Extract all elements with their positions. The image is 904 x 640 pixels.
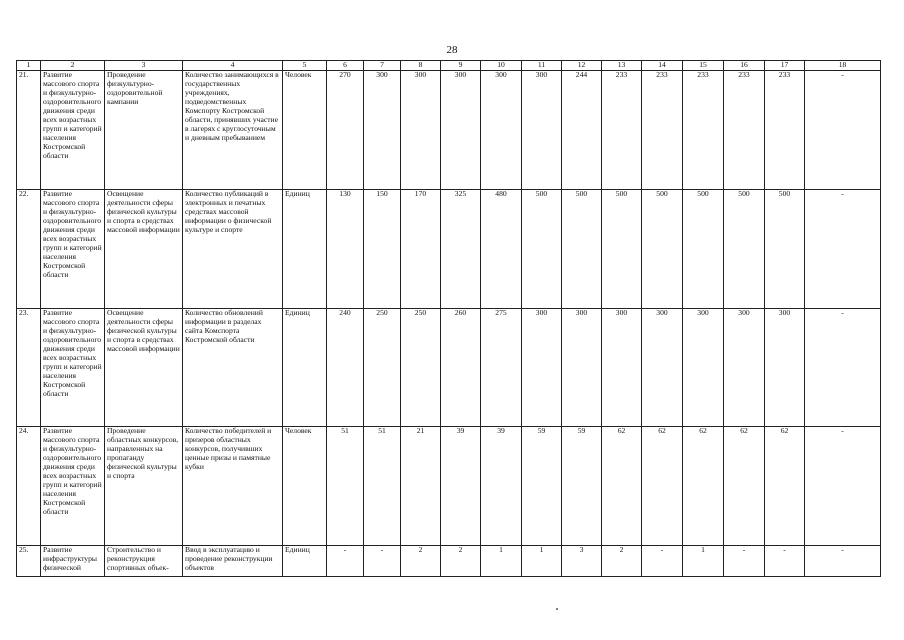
value-cell: - — [805, 426, 881, 545]
column-number-row — [17, 61, 881, 71]
indicator-cell: Количество победителей и призеров областных конкурсов, получивших ценные призы и памятные кубки — [183, 426, 283, 545]
value-cell: 300 — [522, 308, 562, 426]
value-cell: 2 — [441, 545, 481, 576]
value-cell: 2 — [401, 545, 441, 576]
value-cell: 500 — [683, 189, 724, 308]
value-cell: 500 — [642, 189, 683, 308]
value-cell: 2 — [602, 545, 642, 576]
value-cell: 240 — [327, 308, 364, 426]
column-header: 11 — [522, 61, 562, 71]
value-cell: 270 — [327, 70, 364, 189]
value-cell: - — [805, 545, 881, 576]
indicator-cell: Количество публикаций в электронных и печатных средствах массовой информации о физической культуре и спорте — [183, 189, 283, 308]
value-cell: 233 — [642, 70, 683, 189]
value-cell: 500 — [765, 189, 805, 308]
unit-cell: Единиц — [283, 189, 327, 308]
value-cell: 300 — [724, 308, 765, 426]
column-header: 12 — [562, 61, 602, 71]
value-cell: 300 — [765, 308, 805, 426]
table-row — [17, 545, 881, 576]
column-header: 10 — [481, 61, 522, 71]
column-header: 13 — [602, 61, 642, 71]
column-header: 15 — [683, 61, 724, 71]
value-cell: 500 — [522, 189, 562, 308]
column-header: 18 — [805, 61, 881, 71]
area-cell: Развитие массового спорта и физкультурно-оздоровительного движения среди всех возрастных групп и категорий населения Костромской области — [41, 426, 105, 545]
row-number: 22. — [17, 189, 41, 308]
value-cell: - — [327, 545, 364, 576]
value-cell: 233 — [724, 70, 765, 189]
value-cell: 170 — [401, 189, 441, 308]
table-row — [17, 426, 881, 545]
area-cell: Развитие массового спорта и физкультурно-оздоровительного движения среди всех возрастных групп и категорий населения Костромской области — [41, 189, 105, 308]
column-header: 6 — [327, 61, 364, 71]
column-header: 8 — [401, 61, 441, 71]
value-cell: 500 — [724, 189, 765, 308]
table-row — [17, 70, 881, 189]
value-cell: 62 — [602, 426, 642, 545]
value-cell: 300 — [522, 70, 562, 189]
value-cell: 300 — [481, 70, 522, 189]
value-cell: 59 — [562, 426, 602, 545]
value-cell: - — [805, 70, 881, 189]
value-cell: 275 — [481, 308, 522, 426]
value-cell: 1 — [481, 545, 522, 576]
value-cell: 51 — [327, 426, 364, 545]
value-cell: 260 — [441, 308, 481, 426]
unit-cell: Человек — [283, 426, 327, 545]
indicator-cell: Ввод в эксплуатацию и проведение реконструкции объектов — [183, 545, 283, 576]
value-cell: 1 — [683, 545, 724, 576]
value-cell: 300 — [441, 70, 481, 189]
value-cell: 300 — [562, 308, 602, 426]
value-cell: 1 — [522, 545, 562, 576]
value-cell: - — [724, 545, 765, 576]
column-header: 5 — [283, 61, 327, 71]
value-cell: 250 — [364, 308, 401, 426]
page-number: 28 — [446, 44, 458, 56]
column-header: 17 — [765, 61, 805, 71]
value-cell: 59 — [522, 426, 562, 545]
value-cell: 51 — [364, 426, 401, 545]
area-cell: Развитие массового спорта и физкультурно-оздоровительного движения среди всех возрастных групп и категорий населения Костромской области — [41, 70, 105, 189]
area-cell: Развитие массового спорта и физкультурно-оздоровительного движения среди всех возрастных групп и категорий населения Костромской области — [41, 308, 105, 426]
indicator-cell: Количество занимающихся в государственных учреждениях, подведомственных Комспорту Костромской области, принявших участие в лагерях с круглосуточным и дневным пребыванием — [183, 70, 283, 189]
value-cell: 3 — [562, 545, 602, 576]
value-cell: 62 — [724, 426, 765, 545]
value-cell: 150 — [364, 189, 401, 308]
table-row — [17, 189, 881, 308]
value-cell: - — [642, 545, 683, 576]
column-header: 3 — [105, 61, 183, 71]
value-cell: - — [765, 545, 805, 576]
unit-cell: Единиц — [283, 308, 327, 426]
column-header: 9 — [441, 61, 481, 71]
column-header: 14 — [642, 61, 683, 71]
value-cell: 300 — [642, 308, 683, 426]
value-cell: 500 — [602, 189, 642, 308]
value-cell: 39 — [481, 426, 522, 545]
value-cell: 233 — [683, 70, 724, 189]
value-cell: - — [364, 545, 401, 576]
unit-cell: Человек — [283, 70, 327, 189]
value-cell: - — [805, 308, 881, 426]
column-header: 16 — [724, 61, 765, 71]
value-cell: 300 — [602, 308, 642, 426]
value-cell: 300 — [364, 70, 401, 189]
value-cell: 233 — [765, 70, 805, 189]
table-row — [17, 308, 881, 426]
column-header: 4 — [183, 61, 283, 71]
value-cell: 244 — [562, 70, 602, 189]
value-cell: 130 — [327, 189, 364, 308]
value-cell: 21 — [401, 426, 441, 545]
value-cell: - — [805, 189, 881, 308]
column-header: 7 — [364, 61, 401, 71]
area-cell: Развитие инфраструктуры физической — [41, 545, 105, 576]
value-cell: 62 — [683, 426, 724, 545]
event-cell: Освещение деятельности сферы физической культуры и спорта в средствах массовой информации — [105, 308, 183, 426]
row-number: 23. — [17, 308, 41, 426]
value-cell: 480 — [481, 189, 522, 308]
event-cell: Строительство и реконструкция спортивных объек- — [105, 545, 183, 576]
value-cell: 233 — [602, 70, 642, 189]
row-number: 24. — [17, 426, 41, 545]
unit-cell: Единиц — [283, 545, 327, 576]
column-header: 1 — [17, 61, 41, 71]
scan-speck — [556, 608, 558, 610]
indicators-table — [16, 60, 881, 577]
value-cell: 500 — [562, 189, 602, 308]
column-header: 2 — [41, 61, 105, 71]
event-cell: Проведение областных конкурсов, направленных на пропаганду физической культуры и спорта — [105, 426, 183, 545]
value-cell: 39 — [441, 426, 481, 545]
indicator-cell: Количество обновлений информации в разделах сайта Комспорта Костромской области — [183, 308, 283, 426]
event-cell: Освещение деятельности сферы физической культуры и спорта в средствах массовой информации — [105, 189, 183, 308]
value-cell: 62 — [642, 426, 683, 545]
value-cell: 250 — [401, 308, 441, 426]
event-cell: Проведение физкультурно-оздоровительной кампании — [105, 70, 183, 189]
value-cell: 300 — [683, 308, 724, 426]
value-cell: 325 — [441, 189, 481, 308]
row-number: 25. — [17, 545, 41, 576]
row-number: 21. — [17, 70, 41, 189]
value-cell: 300 — [401, 70, 441, 189]
value-cell: 62 — [765, 426, 805, 545]
